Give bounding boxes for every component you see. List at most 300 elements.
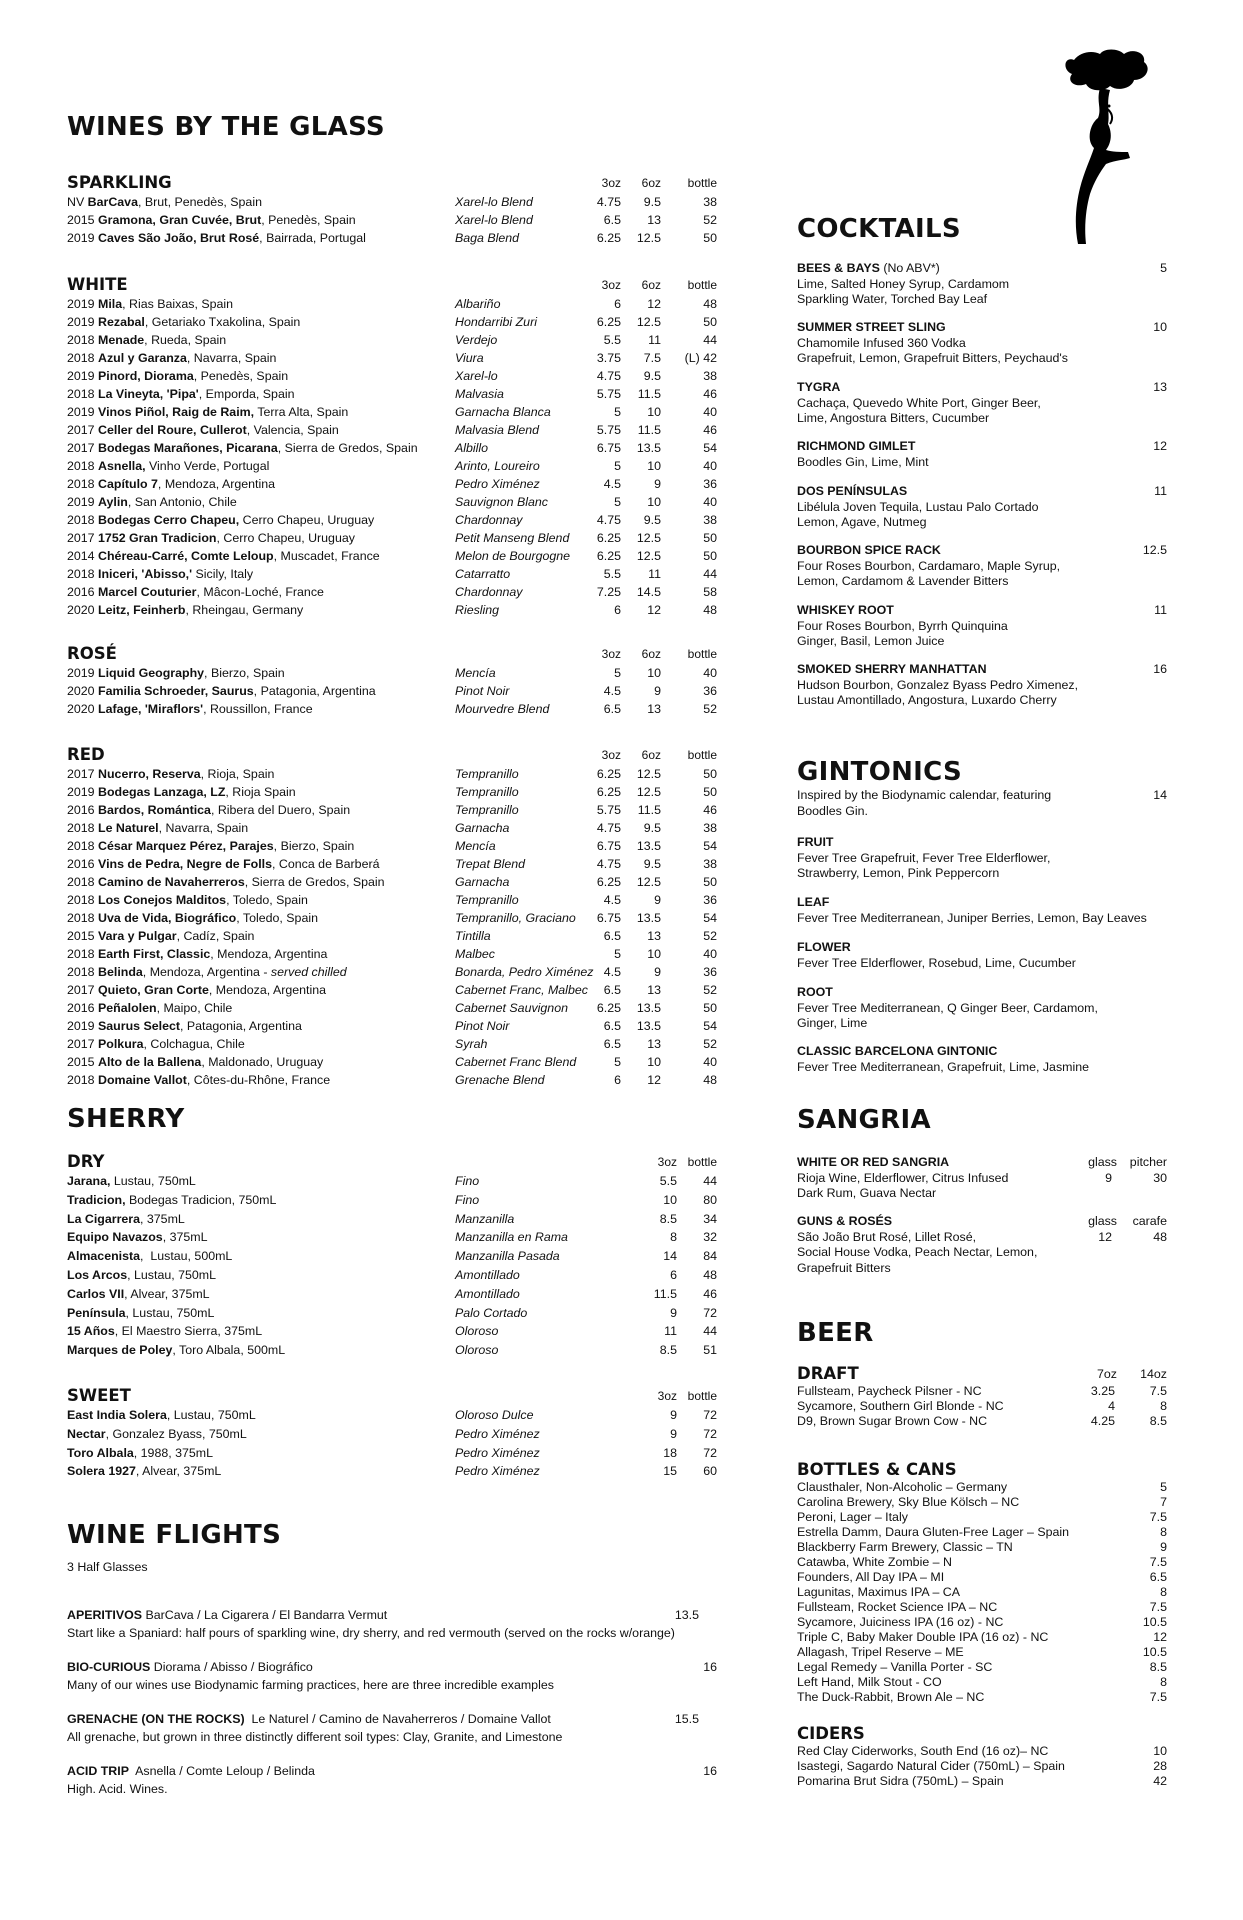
sherry-name: [67, 1285, 210, 1303]
flight-title-line: [67, 1606, 717, 1624]
bottles-row: [797, 1630, 1167, 1645]
wine-sep: ,: [157, 477, 165, 491]
price-bottle: 44: [703, 333, 717, 347]
price-3oz: 4.5: [603, 965, 621, 979]
wine-section: [67, 273, 717, 619]
section-title: SPARKLING: [67, 173, 172, 192]
beer-price: 9: [1160, 1540, 1167, 1554]
beer-name: Legal Remedy – Vanilla Porter - SC: [797, 1660, 993, 1674]
section-title: WHITE: [67, 275, 128, 294]
price-bottle: 38: [703, 857, 717, 871]
wine-varietal: Chardonnay: [455, 513, 523, 527]
price-6oz: 13.5: [636, 839, 661, 853]
wine-vintage: 2017: [67, 1037, 95, 1051]
wine-vintage: 2018: [67, 351, 95, 365]
wine-name: [67, 664, 285, 682]
wine-producer: Lafage, 'Miraflors': [98, 702, 204, 716]
sherry-detail: , El Maestro Sierra, 375mL: [114, 1324, 263, 1339]
bottles-row: [797, 1540, 1167, 1555]
cocktail-price: 11: [1154, 603, 1167, 617]
section-header: [67, 273, 717, 295]
price-6oz: 11: [648, 567, 661, 581]
wine-region: Bairrada, Portugal: [266, 231, 366, 245]
wine-producer: Bardos, Romántica: [98, 803, 211, 817]
draft-title: DRAFT: [797, 1364, 859, 1383]
price-bottle: 54: [703, 839, 717, 853]
wine-name: [67, 313, 300, 331]
col-header-6oz: 6oz: [641, 176, 661, 190]
wine-region: Roussillon, France: [209, 702, 313, 716]
section-title: SWEET: [67, 1386, 131, 1405]
price-bottle: 46: [703, 423, 717, 437]
price-3oz: 6: [670, 1267, 677, 1282]
wine-region: Rioja Spain: [232, 785, 296, 799]
cocktail-price: 10: [1153, 320, 1167, 334]
wine-region: Sierra de Gredos, Spain: [284, 441, 418, 455]
wine-varietal: Petit Manseng Blend: [455, 531, 570, 545]
wine-sep: ,: [277, 441, 285, 455]
wine-name: [67, 229, 366, 247]
sherry-row: [67, 1341, 717, 1360]
col-header-3oz: 3oz: [601, 278, 621, 292]
price-6oz: 11: [648, 333, 661, 347]
wine-vintage: 2017: [67, 531, 95, 545]
wine-producer: Bodegas Lanzaga, LZ: [98, 785, 226, 799]
price-bottle: 40: [703, 405, 717, 419]
wine-vintage: 2018: [67, 947, 95, 961]
wine-row: [67, 529, 717, 547]
wine-producer: Nucerro, Reserva: [98, 767, 201, 781]
section-header: [67, 1150, 717, 1172]
gintonic-ingredients: Fever Tree Mediterranean, Grapefruit, Lime, Jasmine: [797, 1059, 1089, 1074]
sherry-name: [67, 1462, 221, 1480]
price-3oz: 3.75: [596, 351, 621, 365]
wine-section: [67, 171, 717, 247]
cocktail-price: 12.5: [1142, 543, 1167, 557]
cocktail-ingredients: Lime, Salted Honey Syrup, Cardamom: [797, 276, 1010, 291]
wine-region: Côtes-du-Rhône, France: [193, 1073, 331, 1087]
price-6oz: 13: [647, 213, 661, 227]
wine-vintage: 2018: [67, 821, 95, 835]
wine-row: [67, 873, 717, 891]
wine-name: [67, 385, 294, 403]
wine-name: [67, 349, 276, 367]
cocktail-title-line: [797, 320, 1167, 336]
sherry-detail: Lustau, 750mL: [110, 1174, 196, 1188]
flight-description: High. Acid. Wines.: [67, 1782, 168, 1796]
price-6oz: 13: [647, 702, 661, 716]
wine-region: Rioja, Spain: [207, 767, 275, 781]
price-6oz: 9.5: [643, 857, 661, 871]
wine-sep: ,: [196, 585, 204, 599]
wine-name: [67, 367, 288, 385]
sherry-producer: East India Solera: [67, 1408, 167, 1422]
price-3oz: 6.25: [596, 785, 621, 799]
wine-name: [67, 583, 324, 601]
price-6oz: 10: [647, 405, 661, 419]
price-bottle: 50: [703, 785, 717, 799]
wine-varietal: Trepat Blend: [455, 857, 526, 871]
price-bottle: 44: [703, 1324, 717, 1339]
beer-price: 7.5: [1149, 1690, 1167, 1704]
price-bottle: 34: [703, 1211, 717, 1226]
wine-sep: ,: [244, 875, 252, 889]
wine-varietal: Chardonnay: [455, 585, 523, 599]
wine-region: Terra Alta, Spain: [257, 405, 349, 419]
price-6oz: 12.5: [636, 315, 661, 329]
price-6oz: 12.5: [636, 785, 661, 799]
wine-varietal: Xarel-lo Blend: [455, 195, 533, 209]
price-bottle: 60: [703, 1464, 717, 1479]
cocktail-title-line: [797, 484, 1167, 500]
wine-name: [67, 601, 303, 619]
price-6oz: 9: [654, 893, 661, 907]
cocktail-name: BOURBON SPICE RACK: [797, 543, 941, 557]
wine-name: [67, 331, 226, 349]
col-header-bottle: bottle: [687, 1155, 717, 1169]
wine-producer: Bodegas Marañones, Picarana: [98, 441, 278, 455]
wine-region: Bierzo, Spain: [280, 839, 355, 853]
cocktail-item: [797, 439, 1167, 470]
wine-name: [67, 529, 355, 547]
sherry-producer: Tradicion,: [67, 1192, 126, 1207]
wine-varietal: Albariño: [455, 297, 501, 311]
col-header-6oz: 6oz: [641, 647, 661, 661]
sherry-name: [67, 1406, 256, 1424]
wine-sep: ,: [186, 351, 194, 365]
wine-name: [67, 801, 350, 819]
wine-sep: ,: [137, 195, 145, 209]
flight-price: 13.5: [674, 1608, 699, 1622]
ciders-title: CIDERS: [797, 1724, 865, 1743]
price-6oz: 12: [647, 1073, 661, 1087]
price-3oz: 4.75: [596, 369, 621, 383]
beer-name: Left Hand, Milk Stout - CO: [797, 1675, 942, 1689]
wine-name: [67, 193, 262, 211]
price-6oz: 12: [647, 297, 661, 311]
price-bottle: 50: [703, 531, 717, 545]
sherry-producer: 15 Años: [67, 1324, 115, 1339]
gintonics-intro-line: Boodles Gin.: [797, 803, 868, 818]
beer-name: Peroni, Lager – Italy: [797, 1510, 908, 1524]
wine-row: [67, 547, 717, 565]
gintonic-name: FRUIT: [797, 835, 834, 849]
wine-vintage: 2016: [67, 585, 95, 599]
wine-region: Ribera del Duero, Spain: [217, 803, 351, 817]
price-bottle: 40: [703, 1055, 717, 1069]
sherry-style: Pedro Ximénez: [455, 1445, 540, 1460]
wine-varietal: Tempranillo, Graciano: [455, 911, 576, 925]
price-bottle: 48: [703, 297, 717, 311]
price-6oz: 13: [647, 1037, 661, 1051]
flight-price: 15.5: [674, 1712, 699, 1726]
sangria-ingredients: Social House Vodka, Peach Nectar, Lemon,: [797, 1245, 1038, 1259]
bottles-row: [797, 1555, 1167, 1570]
price-6oz: 9: [654, 965, 661, 979]
beer-price: 7.5: [1149, 1600, 1167, 1614]
cocktail-ingredients: Lemon, Agave, Nutmeg: [797, 515, 927, 529]
sherry-name: [67, 1444, 213, 1462]
gintonic-ingredients: Fever Tree Grapefruit, Fever Tree Elderflower,: [797, 850, 1051, 865]
wine-producer: Leitz, Feinherb: [98, 603, 186, 617]
wine-producer: La Vineyta, 'Pipa': [98, 387, 199, 401]
wine-producer: Peñalolen: [98, 1001, 157, 1015]
cocktail-ingredients: Chamomile Infused 360 Vodka: [797, 335, 966, 350]
price-bottle: 32: [703, 1230, 717, 1245]
sherry-title: SHERRY: [67, 1104, 185, 1134]
wine-producer: Earth First, Classic: [98, 947, 211, 961]
price-6oz: 12.5: [636, 531, 661, 545]
cocktail-title-line: [797, 261, 1167, 277]
wine-varietal: Malbec: [455, 947, 495, 961]
wine-vintage: NV: [67, 195, 85, 209]
beer-price: 10.5: [1142, 1615, 1167, 1629]
wine-region: Toledo, Spain: [232, 893, 308, 907]
wine-vintage: 2018: [67, 459, 95, 473]
sherry-row: [67, 1191, 717, 1210]
wine-producer: Capítulo 7: [98, 477, 158, 491]
wine-producer: Caves São João, Brut Rosé: [98, 231, 260, 245]
sherry-style: Oloroso: [455, 1324, 499, 1339]
wine-region: Sierra de Gredos, Spain: [251, 875, 385, 889]
wine-producer: Aylin: [98, 495, 128, 509]
wine-section: [67, 743, 717, 1089]
price-bottle: 54: [703, 1019, 717, 1033]
beer-name: Red Clay Ciderworks, South End (16 oz)– NC: [797, 1744, 1049, 1758]
cocktail-item: [797, 484, 1167, 531]
wine-producer: Pinord, Diorama: [98, 369, 194, 383]
wine-producer: BarCava: [87, 195, 138, 209]
sherry-detail: , 375mL: [162, 1230, 208, 1245]
wine-varietal: Pinot Noir: [455, 684, 510, 698]
price-3oz: 9: [670, 1408, 677, 1422]
col-header-7oz: 7oz: [1097, 1367, 1117, 1381]
wine-sep: ,: [127, 495, 135, 509]
cocktail-name: TYGRA: [797, 380, 841, 394]
beer-name: Sycamore, Juiciness IPA (16 oz) - NC: [797, 1615, 1004, 1629]
wine-sep: ,: [210, 947, 218, 961]
wine-region: Mâcon-Loché, France: [203, 585, 324, 599]
wine-vintage: 2020: [67, 702, 95, 716]
wine-varietal: Garnacha: [455, 875, 510, 889]
wine-varietal: Garnacha: [455, 821, 510, 835]
wine-varietal: Mourvedre Blend: [455, 702, 550, 716]
wine-row: [67, 963, 717, 981]
wine-varietal: Baga Blend: [455, 231, 520, 245]
wine-region: Vinho Verde, Portugal: [149, 459, 270, 473]
wine-varietal: Riesling: [455, 603, 500, 617]
wine-producer: Celler del Roure, Cullerot: [98, 423, 247, 437]
wine-varietal: Cabernet Franc Blend: [455, 1055, 577, 1069]
cocktail-price: 16: [1153, 662, 1167, 676]
wine-region: Toledo, Spain: [242, 911, 318, 925]
wine-producer: Rezabal: [98, 315, 145, 329]
section-header: [67, 1384, 717, 1406]
sherry-section: [67, 1150, 717, 1360]
ciders-header: [797, 1722, 1167, 1744]
wine-sep: ,: [142, 965, 150, 979]
sherry-producer: Los Arcos: [67, 1267, 128, 1282]
sherry-producer: La Cigarrera: [67, 1211, 141, 1226]
wine-name: [67, 999, 232, 1017]
price-bottle: 50: [703, 549, 717, 563]
wine-varietal: Albillo: [455, 441, 489, 455]
gintonics-intro: [797, 788, 1167, 819]
cocktail-ingredients: Cachaça, Quevedo White Port, Ginger Beer,: [797, 395, 1041, 410]
cocktail-name: RICHMOND GIMLET: [797, 439, 916, 453]
wine-varietal: Bonarda, Pedro Ximénez: [455, 965, 594, 979]
price-bottle: 84: [703, 1249, 717, 1264]
price-3oz: 6.5: [603, 983, 621, 997]
wine-name: [67, 837, 354, 855]
wine-varietal: Hondarribi Zuri: [455, 315, 537, 329]
wine-row: [67, 891, 717, 909]
sherry-detail: , Alvear, 375mL: [135, 1464, 222, 1479]
wine-vintage: 2015: [67, 1055, 95, 1069]
wine-region: Navarra, Spain: [165, 821, 249, 835]
price-bottle: 52: [703, 929, 717, 943]
wine-varietal: Pedro Ximénez: [455, 477, 540, 491]
sherry-row: [67, 1210, 717, 1229]
wine-varietal: Malvasia Blend: [455, 423, 540, 437]
sherry-detail: , Lustau, 750mL: [127, 1267, 216, 1282]
sherry-detail: , Lustau, 750mL: [166, 1408, 256, 1422]
cocktail-title-line: [797, 662, 1167, 678]
price-6oz: 10: [647, 459, 661, 473]
sherry-name: [67, 1322, 262, 1340]
beer-name: The Duck-Rabbit, Brown Ale – NC: [797, 1690, 985, 1704]
wine-vintage: 2018: [67, 893, 95, 907]
wine-row: [67, 855, 717, 873]
wine-row: [67, 349, 717, 367]
wine-row: [67, 783, 717, 801]
price-bottle: (L) 42: [684, 351, 717, 365]
ciders-row: [797, 1744, 1167, 1759]
price-6oz: 14.5: [636, 585, 661, 599]
wine-row: [67, 999, 717, 1017]
beer-name: Clausthaler, Non-Alcoholic – Germany: [797, 1480, 1008, 1494]
wine-varietal: Melon de Bourgogne: [455, 549, 571, 563]
wine-name: [67, 855, 380, 873]
price-3oz: 6.25: [596, 549, 621, 563]
wine-row: [67, 439, 717, 457]
bottles-row: [797, 1480, 1167, 1495]
wine-flights-title: WINE FLIGHTS: [67, 1520, 282, 1550]
sangria-ingredients: Grapefruit Bitters: [797, 1260, 891, 1275]
ciders-section: [797, 1722, 1167, 1789]
beer-name: Allagash, Tripel Reserve – ME: [797, 1645, 964, 1659]
wine-name: [67, 927, 254, 945]
wine-varietal: Arinto, Loureiro: [455, 459, 540, 473]
wine-region: Sicily, Italy: [195, 567, 254, 581]
wine-region: Conca de Barberá: [278, 857, 380, 871]
sherry-style: Manzanilla Pasada: [455, 1249, 560, 1264]
sherry-detail: , Toro Albala, 500mL: [172, 1343, 286, 1358]
bottles-row: [797, 1570, 1167, 1585]
price-bottle: 80: [703, 1192, 717, 1207]
cocktail-title-line: [797, 543, 1167, 559]
price-14oz: 7.5: [1149, 1384, 1167, 1398]
wine-flights-subtitle: 3 Half Glasses: [67, 1560, 148, 1574]
price-3oz: 6: [614, 297, 621, 311]
price-bottle: 72: [703, 1408, 717, 1422]
wine-sep: ,: [273, 839, 281, 853]
draft-header: [797, 1362, 1167, 1384]
wine-region: Penedès, Spain: [200, 369, 289, 383]
wine-region: Rueda, Spain: [151, 333, 227, 347]
wine-row: [67, 1053, 717, 1071]
wine-varietal: Viura: [455, 351, 484, 365]
beer-price: 10.5: [1142, 1645, 1167, 1659]
sherry-name: [67, 1191, 276, 1209]
wine-vintage: 2014: [67, 549, 95, 563]
sherry-style: Pedro Ximénez: [455, 1464, 540, 1479]
price-bottle: 36: [703, 965, 717, 979]
beer-price: 10: [1153, 1744, 1167, 1758]
flight-wines: Asnella / Comte Leloup / Belinda: [128, 1764, 315, 1778]
gintonic-item: [797, 835, 1167, 882]
wine-producer: Iniceri, 'Abisso,': [98, 567, 193, 581]
price-14oz: 8: [1160, 1399, 1167, 1413]
wine-producer: Liquid Geography: [98, 666, 205, 680]
price-6oz: 13.5: [636, 441, 661, 455]
wine-vintage: 2018: [67, 911, 95, 925]
wine-region: Mendoza, Argentina -: [149, 965, 271, 979]
beer-price: 7.5: [1149, 1555, 1167, 1569]
price-bottle: 51: [703, 1343, 717, 1358]
sangria-price-2: 48: [1153, 1229, 1167, 1244]
price-bottle: 40: [703, 495, 717, 509]
flight-title-line: [67, 1710, 717, 1728]
wine-row: [67, 945, 717, 963]
wine-sep: ,: [122, 297, 130, 311]
wine-sep: ,: [156, 1001, 164, 1015]
price-3oz: 5.5: [603, 333, 621, 347]
beer-name: Fullsteam, Paycheck Pilsner - NC: [797, 1384, 982, 1398]
bottles-row: [797, 1675, 1167, 1690]
sherry-row: [67, 1247, 717, 1266]
beer-price: 12: [1153, 1630, 1167, 1644]
gintonic-item: [797, 940, 1167, 971]
sangria-line: [797, 1171, 1167, 1187]
wine-varietal: Xarel-lo: [455, 369, 498, 383]
price-6oz: 9.5: [643, 195, 661, 209]
price-3oz: 8: [670, 1230, 677, 1245]
wine-sep: ,: [272, 857, 279, 871]
wine-producer: Marcel Couturier: [98, 585, 197, 599]
wine-vintage: 2019: [67, 369, 95, 383]
sherry-producer: Equipo Navazos: [67, 1230, 163, 1245]
wine-sep: ,: [226, 893, 233, 907]
sangria-title: SANGRIA: [797, 1105, 931, 1135]
wine-producer: Familia Schroeder, Saurus: [98, 684, 254, 698]
wine-vintage: 2016: [67, 857, 95, 871]
price-bottle: 38: [703, 513, 717, 527]
price-3oz: 5: [614, 405, 621, 419]
wine-varietal: Tintilla: [455, 929, 491, 943]
price-3oz: 8.5: [659, 1343, 677, 1358]
cocktail-name: DOS PENÍNSULAS: [797, 484, 908, 498]
gintonic-name: LEAF: [797, 895, 830, 909]
wine-vintage: 2015: [67, 929, 95, 943]
wine-producer: Vara y Pulgar: [98, 929, 177, 943]
cocktail-title-line: [797, 439, 1167, 455]
price-3oz: 6.25: [596, 875, 621, 889]
cocktail-ingredients: Lemon, Cardamom & Lavender Bitters: [797, 574, 1009, 588]
wine-producer: Bodegas Cerro Chapeu,: [98, 513, 240, 527]
col-header-3oz: 3oz: [657, 1389, 677, 1403]
sherry-producer: Nectar: [67, 1426, 106, 1441]
